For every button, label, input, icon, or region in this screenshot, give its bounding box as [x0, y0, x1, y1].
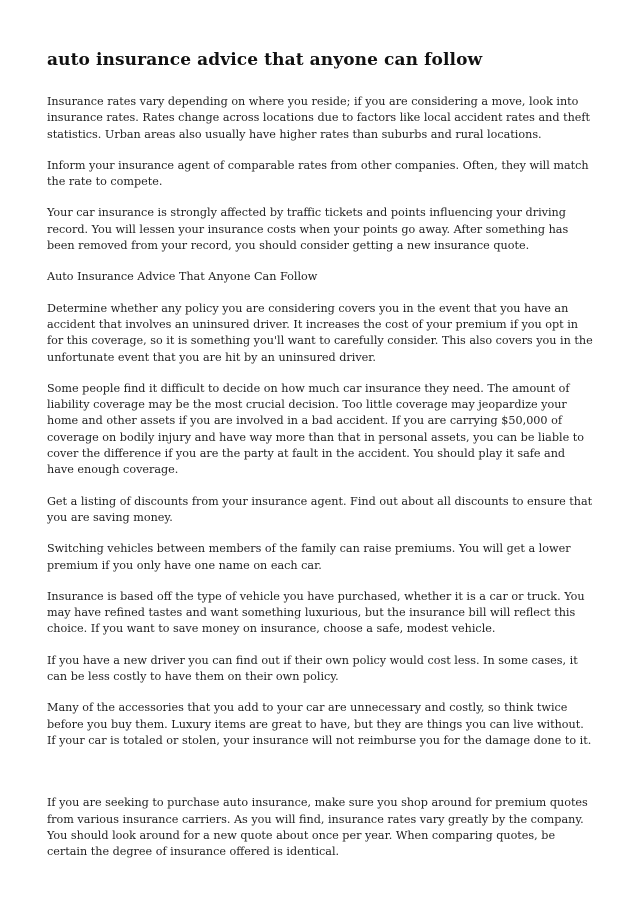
paragraph-vehicle-type: Insurance is based off the type of vehicle you have purchased, whether it is a car or truck. You may have refined tastes and want something luxurious, but the insurance bill will reflect this choice. If you want to save money on insurance, choose a safe, modest vehicle.	[47, 589, 585, 636]
paragraph-new-driver: If you have a new driver you can find out if their own policy would cost less. In some cases, it can be less costly to have them on their own policy.	[47, 653, 578, 684]
paragraph-switching-vehicles: Switching vehicles between members of the family can raise premiums. You will get a lower premium if you only have one name on each car.	[47, 542, 571, 572]
paragraph-shop-around: If you are seeking to purchase auto insurance, make sure you shop around for premium quotes from various insurance carriers. As you will find, insurance rates vary greatly by the company. You should look around for a new quote about once per year. When comparing quotes, be certain the degree of insurance offered is identical.	[47, 796, 588, 859]
paragraph-liability-coverage: Some people find it difficult to decide on how much car insurance they need. The amount of liability coverage may be the most crucial decision. Too little coverage may jeopardize your home and other assets if you are involved in a bad accident. If you are carrying $50,000 of coverage on bodily injury and have way more than that in personal assets, you can be liable to cover the difference if you are the party at fault in the accident. You should play it safe and have enough coverage.	[47, 381, 584, 477]
paragraph-rates-by-location: Insurance rates vary depending on where you reside; if you are considering a move, look into insurance rates. Rates change across locations due to factors like local accident rates and theft statistics. Urban areas also usually have higher rates than suburbs and rural locations.	[47, 95, 591, 141]
document-page	[47, 48, 595, 875]
paragraph-discounts: Get a listing of discounts from your insurance agent. Find out about all discounts to ensure that you are saving money.	[47, 494, 593, 524]
paragraph-inform-agent: Inform your insurance agent of comparable rates from other companies. Often, they will match the rate to compete.	[47, 158, 589, 189]
subheading-paragraph: Auto Insurance Advice That Anyone Can Follow	[47, 270, 318, 284]
paragraph-driving-record: Your car insurance is strongly affected by traffic tickets and points influencing your driving record. You will lessen your insurance costs when your points go away. After something has been removed from your record, you should consider getting a new insurance quote.	[47, 206, 569, 253]
document-title: auto insurance advice that anyone can follow	[47, 50, 483, 70]
paragraph-accessories: Many of the accessories that you add to your car are unnecessary and costly, so think twice before you buy them. Luxury items are great to have, but they are things you can live without. If your car is totaled or stolen, your insurance will not reimburse you for the damage done to it.	[47, 701, 592, 747]
paragraph-uninsured-driver: Determine whether any policy you are considering covers you in the event that you have an accident that involves an uninsured driver. It increases the cost of your premium if you opt in for this coverage, so it is something you'll want to carefully consider. This also covers you in the unfortunate event that you are hit by an uninsured driver.	[47, 301, 593, 364]
